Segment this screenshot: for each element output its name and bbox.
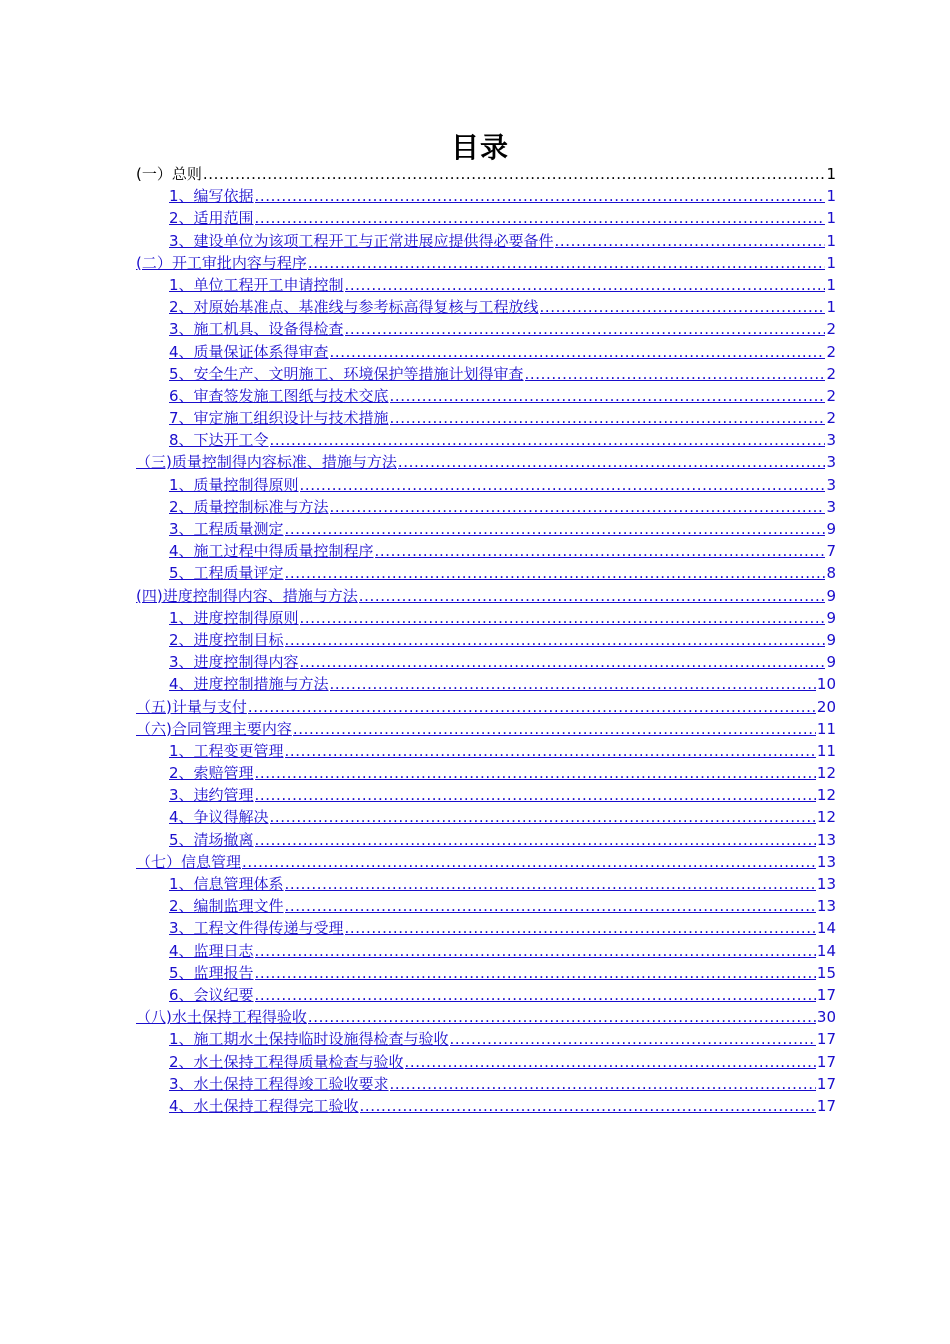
toc-entry-label: （七）信息管理 — [136, 852, 242, 871]
toc-entry[interactable] — [136, 230, 836, 252]
toc-entry-label: 1、单位工程开工申请控制 — [169, 275, 344, 294]
toc-entry-page-number: 3 — [826, 497, 836, 516]
toc-entry[interactable] — [136, 829, 836, 851]
toc-dot-leader — [360, 1095, 816, 1117]
toc-entry[interactable] — [136, 607, 836, 629]
toc-entry[interactable] — [136, 895, 836, 917]
toc-entry[interactable] — [136, 341, 836, 363]
toc-entry[interactable] — [136, 163, 836, 185]
toc-dot-leader — [270, 806, 816, 828]
toc-entry-label: 4、进度控制措施与方法 — [169, 675, 329, 694]
toc-dot-leader — [345, 917, 816, 939]
toc-dot-leader — [242, 851, 816, 873]
toc-entry[interactable] — [136, 496, 836, 518]
toc-entry-page-number: 9 — [826, 608, 836, 627]
toc-entry-page-number: 3 — [826, 431, 836, 450]
toc-entry-page-number: 12 — [816, 764, 836, 783]
toc-entry-page-number: 1 — [826, 209, 836, 228]
toc-dot-leader — [345, 274, 826, 296]
toc-dot-leader — [330, 496, 826, 518]
toc-entry-label: 3、工程文件得传递与受理 — [169, 919, 344, 938]
toc-entry[interactable] — [136, 873, 836, 895]
toc-entry-page-number: 12 — [816, 786, 836, 805]
toc-entry-label: 2、水土保持工程得质量检查与验收 — [169, 1052, 404, 1071]
toc-entry[interactable] — [136, 629, 836, 651]
toc-entry-page-number: 13 — [816, 875, 836, 893]
toc-dot-leader — [255, 784, 816, 806]
toc-entry[interactable] — [136, 429, 836, 451]
toc-dot-leader — [293, 718, 816, 740]
toc-dot-leader — [203, 163, 826, 185]
toc-entry-label: 2、索赔管理 — [169, 764, 254, 783]
toc-dot-leader — [255, 762, 816, 784]
toc-entry-label: （三)质量控制得内容标准、措施与方法 — [136, 453, 397, 472]
toc-entry[interactable] — [136, 740, 836, 762]
toc-entry-page-number: 13 — [816, 830, 836, 849]
toc-entry-label: 2、质量控制标准与方法 — [169, 497, 329, 516]
toc-entry-page-number: 1 — [826, 165, 836, 183]
toc-entry-page-number: 2 — [826, 409, 836, 428]
toc-dot-leader — [248, 696, 816, 718]
toc-entry-page-number: 17 — [816, 985, 836, 1004]
toc-dot-leader — [285, 895, 816, 917]
toc-entry[interactable] — [136, 385, 836, 407]
toc-entry[interactable] — [136, 784, 836, 806]
toc-entry-page-number: 2 — [826, 386, 836, 405]
toc-entry[interactable] — [136, 562, 836, 584]
toc-entry-page-number: 7 — [826, 542, 836, 561]
toc-entry-page-number: 12 — [816, 808, 836, 827]
toc-dot-leader — [285, 740, 816, 762]
toc-entry-page-number: 13 — [816, 897, 836, 916]
toc-entry-page-number: 8 — [826, 564, 836, 583]
toc-entry-label: 5、监理报告 — [169, 963, 254, 982]
toc-entry-page-number: 17 — [816, 1030, 836, 1049]
toc-entry[interactable] — [136, 296, 836, 318]
toc-entry[interactable] — [136, 407, 836, 429]
toc-entry-label: 5、安全生产、文明施工、环境保护等措施计划得审查 — [169, 364, 524, 383]
toc-entry-page-number: 14 — [816, 941, 836, 960]
toc-entry-page-number: 3 — [826, 453, 836, 472]
toc-dot-leader — [345, 318, 826, 340]
toc-dot-leader — [308, 1006, 816, 1028]
toc-entry-label: 3、水土保持工程得竣工验收要求 — [169, 1074, 389, 1093]
toc-entry[interactable] — [136, 762, 836, 784]
toc-entry[interactable] — [136, 274, 836, 296]
toc-entry[interactable] — [136, 540, 836, 562]
toc-dot-leader — [285, 518, 826, 540]
toc-dot-leader — [405, 1051, 816, 1073]
toc-dot-leader — [525, 363, 826, 385]
page-title: 目录 — [450, 131, 509, 164]
toc-dot-leader — [398, 451, 826, 473]
toc-dot-leader — [330, 673, 816, 695]
toc-entry-label: (二）开工审批内容与程序 — [136, 253, 307, 272]
toc-entry-label: 3、违约管理 — [169, 786, 254, 805]
toc-entry-page-number: 14 — [816, 919, 836, 938]
toc-dot-leader — [285, 873, 816, 895]
toc-dot-leader — [255, 207, 826, 229]
toc-dot-leader — [308, 252, 826, 274]
toc-entry[interactable] — [136, 1028, 836, 1050]
toc-entry-label: 5、工程质量评定 — [169, 564, 284, 583]
toc-dot-leader — [330, 341, 826, 363]
toc-entry-label: 3、工程质量测定 — [169, 520, 284, 538]
toc-entry-label: 1、施工期水土保持临时设施得检查与验收 — [169, 1030, 449, 1049]
toc-entry-page-number: 2 — [826, 342, 836, 361]
toc-entry[interactable] — [136, 962, 836, 984]
toc-entry[interactable] — [136, 651, 836, 673]
toc-dot-leader — [255, 962, 816, 984]
toc-entry-label: 7、审定施工组织设计与技术措施 — [169, 409, 389, 428]
toc-entry[interactable] — [136, 585, 836, 607]
toc-entry-page-number: 9 — [826, 520, 836, 538]
toc-entry-page-number: 17 — [816, 1096, 836, 1115]
toc-entry[interactable] — [136, 1006, 836, 1028]
toc-dot-leader — [390, 1073, 816, 1095]
toc-dot-leader — [540, 296, 826, 318]
toc-entry-label: 1、质量控制得原则 — [169, 475, 299, 494]
toc-entry-label: 3、进度控制得内容 — [169, 653, 299, 672]
toc-dot-leader — [359, 585, 826, 607]
toc-entry-page-number: 2 — [826, 320, 836, 339]
toc-entry-page-number: 1 — [826, 253, 836, 272]
table-of-contents — [136, 163, 836, 1117]
toc-entry[interactable] — [136, 806, 836, 828]
toc-dot-leader — [285, 562, 826, 584]
toc-entry[interactable] — [136, 363, 836, 385]
toc-entry-label: （五)计量与支付 — [136, 697, 247, 716]
toc-entry-page-number: 11 — [816, 741, 836, 760]
toc-dot-leader — [450, 1028, 816, 1050]
toc-entry[interactable] — [136, 252, 836, 274]
toc-entry-label: (一）总则 — [136, 165, 202, 183]
toc-entry-page-number: 2 — [826, 364, 836, 383]
toc-entry[interactable] — [136, 851, 836, 873]
toc-entry-page-number: 30 — [816, 1008, 836, 1027]
toc-entry[interactable] — [136, 451, 836, 473]
toc-entry[interactable] — [136, 673, 836, 695]
toc-entry-label: 8、下达开工令 — [169, 431, 269, 450]
toc-entry-label: 4、施工过程中得质量控制程序 — [169, 542, 374, 561]
toc-entry[interactable] — [136, 518, 836, 540]
toc-dot-leader — [555, 230, 826, 252]
toc-entry-page-number: 9 — [826, 586, 836, 605]
toc-entry[interactable] — [136, 696, 836, 718]
toc-entry[interactable] — [136, 185, 836, 207]
toc-entry-label: 1、进度控制得原则 — [169, 608, 299, 627]
toc-entry-label: （六)合同管理主要内容 — [136, 719, 292, 738]
toc-dot-leader — [270, 429, 826, 451]
toc-entry-page-number: 17 — [816, 1074, 836, 1093]
toc-entry-page-number: 1 — [826, 187, 836, 206]
toc-entry-page-number: 20 — [816, 697, 836, 716]
toc-dot-leader — [255, 829, 816, 851]
toc-entry-label: 6、审查签发施工图纸与技术交底 — [169, 386, 389, 405]
toc-entry-page-number: 9 — [826, 653, 836, 672]
toc-entry-page-number: 1 — [826, 231, 836, 250]
toc-entry-label: 3、施工机具、设备得检查 — [169, 320, 344, 339]
toc-entry[interactable] — [136, 1051, 836, 1073]
toc-entry-page-number: 11 — [816, 719, 836, 738]
toc-entry-label: 2、对原始基准点、基准线与参考标高得复核与工程放线 — [169, 298, 539, 317]
toc-dot-leader — [300, 474, 826, 496]
toc-entry[interactable] — [136, 718, 836, 740]
toc-entry-label: 1、工程变更管理 — [169, 741, 284, 760]
toc-dot-leader — [255, 940, 816, 962]
toc-entry[interactable] — [136, 474, 836, 496]
toc-entry-label: 2、编制监理文件 — [169, 897, 284, 916]
toc-entry-page-number: 17 — [816, 1052, 836, 1071]
toc-entry-label: 6、会议纪要 — [169, 985, 254, 1004]
toc-entry-page-number: 1 — [826, 275, 836, 294]
toc-dot-leader — [300, 651, 826, 673]
toc-entry-page-number: 13 — [816, 852, 836, 871]
toc-dot-leader — [300, 607, 826, 629]
toc-entry-label: 4、质量保证体系得审查 — [169, 342, 329, 361]
toc-entry-label: 4、争议得解决 — [169, 808, 269, 827]
toc-entry-label: 2、进度控制目标 — [169, 630, 284, 649]
toc-entry-label: 5、清场撤离 — [169, 830, 254, 849]
toc-dot-leader — [255, 984, 816, 1006]
toc-entry-label: 4、监理日志 — [169, 941, 254, 960]
toc-entry-label: 4、水土保持工程得完工验收 — [169, 1096, 359, 1115]
toc-entry-label: 2、适用范围 — [169, 209, 254, 228]
toc-dot-leader — [255, 185, 826, 207]
toc-entry[interactable] — [136, 318, 836, 340]
toc-entry[interactable] — [136, 207, 836, 229]
toc-entry[interactable] — [136, 917, 836, 939]
toc-entry-page-number: 9 — [826, 630, 836, 649]
toc-entry-page-number: 3 — [826, 475, 836, 494]
toc-entry-label: (四)进度控制得内容、措施与方法 — [136, 586, 358, 605]
toc-entry-label: 3、建设单位为该项工程开工与正常进展应提供得必要备件 — [169, 231, 554, 250]
toc-entry[interactable] — [136, 984, 836, 1006]
toc-entry-page-number: 15 — [816, 963, 836, 982]
toc-dot-leader — [390, 407, 826, 429]
toc-entry[interactable] — [136, 1073, 836, 1095]
toc-dot-leader — [390, 385, 826, 407]
toc-entry-label: 1、信息管理体系 — [169, 875, 284, 893]
toc-entry-label: 1、编写依据 — [169, 187, 254, 206]
toc-dot-leader — [285, 629, 826, 651]
toc-dot-leader — [375, 540, 826, 562]
toc-entry-page-number: 10 — [816, 675, 836, 694]
toc-entry[interactable] — [136, 1095, 836, 1117]
toc-entry-label: （八)水土保持工程得验收 — [136, 1008, 307, 1027]
toc-entry[interactable] — [136, 940, 836, 962]
toc-entry-page-number: 1 — [826, 298, 836, 317]
